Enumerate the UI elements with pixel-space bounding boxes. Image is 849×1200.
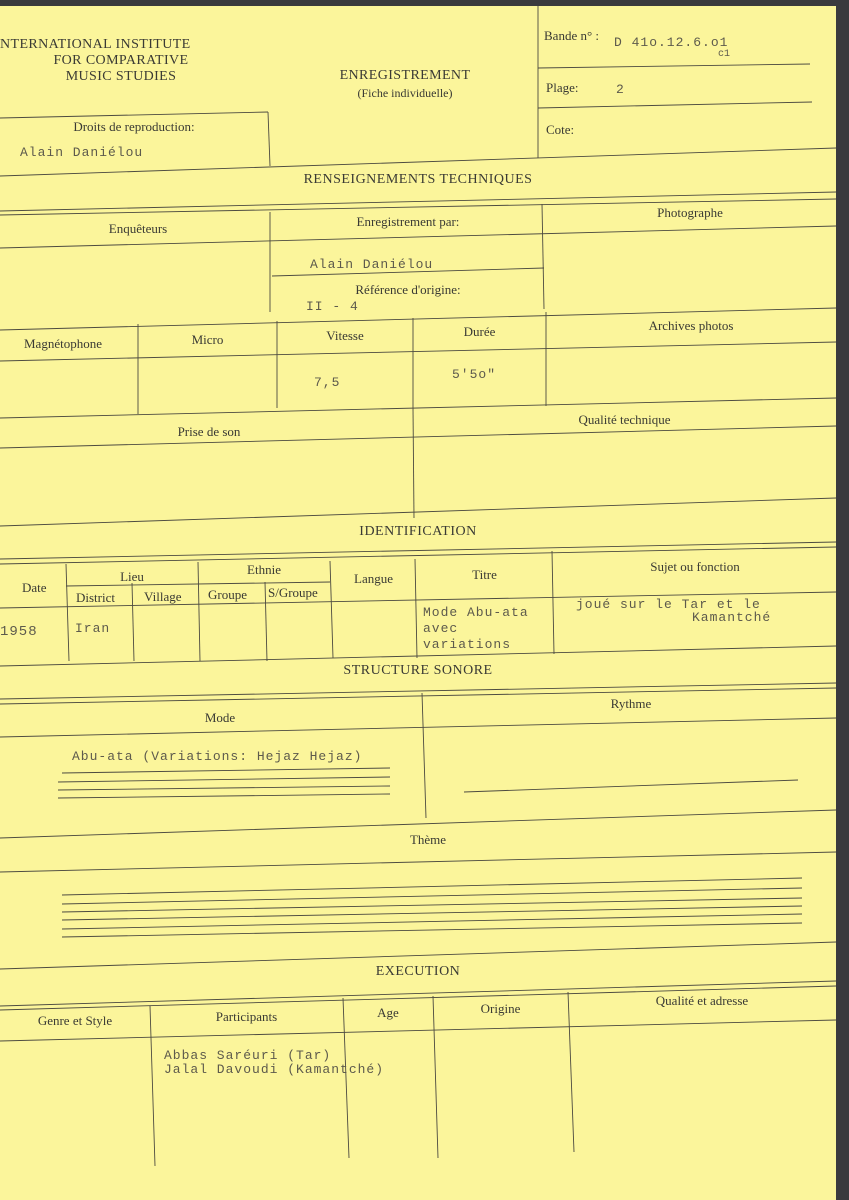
magnetophone-label: Magnétophone	[24, 336, 102, 351]
duree-label: Durée	[463, 324, 496, 339]
titre-value-2: avec	[423, 621, 459, 636]
enregistrement-par-label: Enregistrement par:	[356, 214, 460, 229]
section-identification: IDENTIFICATION	[359, 524, 477, 539]
reference-origine-label: Référence d'origine:	[355, 282, 461, 297]
droits-value: Alain Daniélou	[20, 145, 144, 160]
sgroupe-label: S/Groupe	[268, 585, 318, 600]
date-value: 1958	[0, 624, 38, 640]
plage-value: 2	[616, 82, 625, 97]
lieu-label: Lieu	[120, 569, 144, 584]
sujet-fonction-label: Sujet ou fonction	[650, 559, 740, 574]
district-value: Iran	[75, 621, 111, 636]
participants-label: Participants	[215, 1009, 278, 1024]
institute-line-3: MUSIC STUDIES	[65, 69, 177, 84]
participant-2: Jalal Davoudi (Kamantché)	[164, 1062, 385, 1077]
participant-1: Abbas Saréuri (Tar)	[164, 1048, 332, 1063]
titre-label: Titre	[472, 567, 497, 582]
record-card	[0, 6, 836, 1200]
titre-value-1: Mode Abu-ata	[423, 605, 529, 620]
micro-label: Micro	[191, 332, 224, 347]
cote-label: Cote:	[546, 122, 575, 137]
institute-line-2: FOR COMPARATIVE	[53, 53, 189, 68]
archives-photos-label: Archives photos	[648, 318, 734, 333]
mode-label: Mode	[204, 710, 236, 725]
village-label: Village	[144, 589, 182, 604]
droits-label: Droits de reproduction:	[73, 119, 195, 134]
bande-label: Bande n° :	[544, 28, 600, 43]
section-structure-sonore: STRUCTURE SONORE	[343, 663, 493, 678]
form-title: ENREGISTREMENT	[339, 68, 471, 83]
duree-value: 5'5o"	[452, 367, 497, 382]
institute-line-1: NTERNATIONAL INSTITUTE	[0, 37, 191, 52]
ethnie-label: Ethnie	[247, 562, 281, 577]
prise-de-son-label: Prise de son	[177, 424, 241, 439]
mode-value: Abu-ata (Variations: Hejaz Hejaz)	[72, 749, 363, 764]
origine-label: Origine	[480, 1001, 521, 1016]
theme-label: Thème	[409, 832, 447, 847]
bande-suffix: c1	[718, 49, 731, 60]
form-subtitle: (Fiche individuelle)	[357, 86, 453, 100]
age-label: Age	[377, 1005, 399, 1020]
qualite-adresse-label: Qualité et adresse	[655, 993, 749, 1008]
bande-value: D 41o.12.6.o1	[614, 35, 729, 50]
langue-label: Langue	[354, 571, 393, 586]
reference-origine-value: II - 4	[306, 299, 359, 314]
groupe-label: Groupe	[208, 587, 247, 602]
genre-style-label: Genre et Style	[37, 1013, 113, 1028]
qualite-technique-label: Qualité technique	[578, 412, 671, 427]
date-label: Date	[22, 580, 47, 595]
plage-label: Plage:	[546, 80, 579, 95]
vitesse-label: Vitesse	[326, 328, 364, 343]
district-label: District	[76, 590, 115, 605]
sujet-value-1: joué sur le Tar et le	[576, 597, 761, 612]
rythme-label: Rythme	[610, 696, 652, 711]
vitesse-value: 7,5	[314, 375, 341, 390]
enqueteurs-label: Enquêteurs	[108, 221, 168, 236]
section-renseignements: RENSEIGNEMENTS TECHNIQUES	[303, 172, 533, 187]
section-execution: EXECUTION	[375, 964, 461, 979]
photographe-label: Photographe	[657, 205, 723, 220]
titre-value-3: variations	[423, 637, 512, 652]
enregistrement-par-value: Alain Daniélou	[310, 257, 434, 272]
sujet-value-2: Kamantché	[692, 610, 772, 625]
